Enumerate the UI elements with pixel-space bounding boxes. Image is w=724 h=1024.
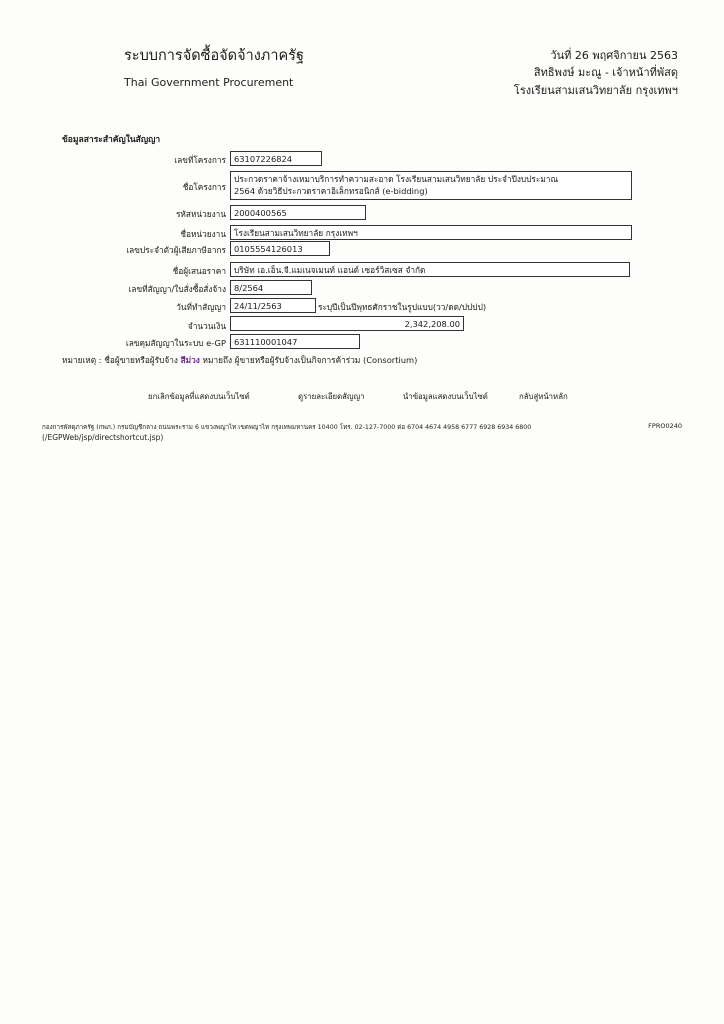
agency-name-label: ชื่อหน่วยงาน xyxy=(180,229,226,239)
form-code: FPRO0240 xyxy=(648,422,682,430)
view-detail-link[interactable]: ดูรายละเอียดสัญญา xyxy=(298,392,365,401)
amount-field[interactable]: 2,342,208.00 xyxy=(230,316,464,331)
system-title: ระบบการจัดซื้อจัดจ้างภาครัฐ xyxy=(124,48,304,64)
contract-no-label: เลขที่สัญญา/ใบสั่งซื้อสั่งจ้าง xyxy=(128,284,226,294)
note-highlight: สีม่วง xyxy=(180,355,200,365)
footer-address: กองการพัสดุภาครัฐ (กพภ.) กรมบัญชีกลาง ถนนพระราม 6 แขวงพญาไท เขตพญาไท กรุงเทพมหานคร 10400 โทร. 02-127-7000 ต่อ 6704 4674 4958 6777 6928 6934 6800 xyxy=(42,424,532,431)
note-prefix: หมายเหตุ : ชื่อผู้ขายหรือผู้รับจ้าง xyxy=(62,355,178,365)
cancel-web-link[interactable]: ยกเลิกข้อมูลที่แสดงบนเว็บไซต์ xyxy=(148,392,250,401)
contract-date-field[interactable]: 24/11/2563 xyxy=(230,298,316,313)
tax-id-field[interactable]: 0105554126013 xyxy=(230,241,330,256)
egp-no-field[interactable]: 631110001047 xyxy=(230,334,360,349)
organization-name: โรงเรียนสามเสนวิทยาลัย กรุงเทพฯ xyxy=(513,84,678,97)
contract-no-field[interactable]: 8/2564 xyxy=(230,280,312,295)
bidder-label: ชื่อผู้เสนอราคา xyxy=(172,266,226,276)
publish-web-link[interactable]: นำข้อมูลแสดงบนเว็บไซต์ xyxy=(403,392,488,401)
contract-date-label: วันที่ทำสัญญา xyxy=(176,302,226,312)
agency-code-field[interactable]: 2000400565 xyxy=(230,205,366,220)
amount-label: จำนวนเงิน xyxy=(187,321,226,331)
user-name: สิทธิพงษ์ มะณู - เจ้าหน้าที่พัสดุ xyxy=(533,66,678,79)
bidder-field[interactable]: บริษัท เอ.เอ็น.จี.แมเนจเมนท์ แอนด์ เซอร์วิสเซส จำกัด xyxy=(230,262,630,277)
section-title: ข้อมูลสาระสำคัญในสัญญา xyxy=(62,135,161,145)
contract-date-hint: ระบุปีเป็นปีพุทธศักราชในรูปแบบ(วว/ดด/ปปปป) xyxy=(318,302,487,312)
tax-id-label: เลขประจำตัวผู้เสียภาษีอากร xyxy=(126,245,226,255)
agency-name-field[interactable]: โรงเรียนสามเสนวิทยาลัย กรุงเทพฯ xyxy=(230,225,632,240)
egp-no-label: เลขคุมสัญญาในระบบ e-GP xyxy=(125,338,226,348)
print-date: วันที่ 26 พฤศจิกายน 2563 xyxy=(550,49,678,62)
system-subtitle: Thai Government Procurement xyxy=(124,76,294,89)
footer-url: (/EGPWeb/jsp/directshortcut.jsp) xyxy=(42,433,164,442)
project-name-line1: ประกวดราคาจ้างเหมาบริการทำความสะอาด โรงเรียนสามเสนวิทยาลัย ประจำปีงบประมาณ xyxy=(234,174,559,184)
consortium-note xyxy=(62,353,417,367)
project-name-field[interactable] xyxy=(230,171,632,200)
agency-code-label: รหัสหน่วยงาน xyxy=(175,209,226,219)
note-suffix: หมายถึง ผู้ขายหรือผู้รับจ้างเป็นกิจการค้าร่วม (Consortium) xyxy=(202,355,418,365)
project-no-label: เลขที่โครงการ xyxy=(174,155,226,165)
project-name-line2: 2564 ด้วยวิธีประกวดราคาอิเล็กทรอนิกส์ (e-bidding) xyxy=(234,186,428,196)
project-no-field[interactable]: 63107226824 xyxy=(230,151,322,166)
back-home-link[interactable]: กลับสู่หน้าหลัก xyxy=(519,392,568,401)
project-name-label: ชื่อโครงการ xyxy=(182,182,226,192)
